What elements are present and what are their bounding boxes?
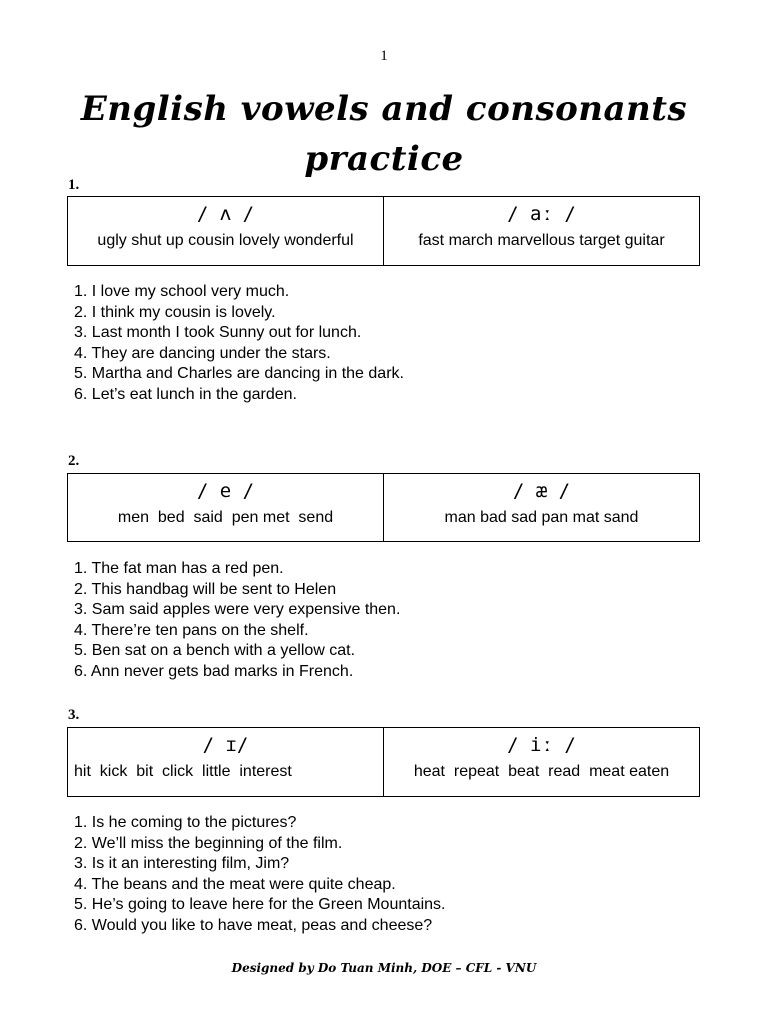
- example-words: heat repeat beat read meat eaten: [413, 763, 670, 780]
- sentence: 4. There’re ten pans on the shelf.: [74, 621, 309, 639]
- section-1-number: 1.: [68, 177, 80, 193]
- sentence: 4. The beans and the meat were quite cheap.: [74, 875, 396, 893]
- sentence: 6. Let’s eat lunch in the garden.: [74, 385, 297, 403]
- sentence: 4. They are dancing under the stars.: [74, 344, 331, 362]
- page-number: 1: [380, 48, 388, 64]
- sentence: 3. Sam said apples were very expensive then.: [74, 601, 401, 619]
- section-3-sentences: [74, 813, 445, 937]
- section-1-sentences: [74, 282, 404, 406]
- phoneme-symbol: / ʌ /: [196, 203, 255, 225]
- sentence: 3. Last month I took Sunny out for lunch.: [74, 324, 362, 342]
- sound-cell-right: [384, 728, 700, 797]
- sentence: 5. Martha and Charles are dancing in the dark.: [74, 365, 404, 383]
- phoneme-symbol: / e /: [196, 480, 255, 502]
- section-1-sound-table: [67, 196, 700, 266]
- sound-cell-left: [68, 474, 384, 542]
- title-line-1: English vowels and consonants: [80, 89, 688, 129]
- sentence: 6. Ann never gets bad marks in French.: [74, 662, 354, 680]
- sentence: 6. Would you like to have meat, peas and cheese?: [74, 916, 433, 934]
- phoneme-symbol: / æ /: [512, 480, 571, 502]
- example-words: man bad sad pan mat sand: [444, 509, 639, 526]
- sound-cell-left: [68, 197, 384, 266]
- sentence: 2. This handbag will be sent to Helen: [74, 580, 337, 598]
- page-title: [0, 84, 768, 184]
- section-3-sound-table: [67, 727, 700, 797]
- example-words: fast march marvellous target guitar: [418, 232, 665, 249]
- phoneme-symbol: / iː /: [507, 734, 576, 756]
- footer-credit: Designed by Do Tuan Minh, DOE – CFL - VNU: [231, 961, 537, 975]
- section-2-number: 2.: [68, 453, 80, 469]
- example-words: men bed said pen met send: [117, 509, 334, 526]
- section-3-number: 3.: [68, 707, 80, 723]
- phoneme-symbol: / aː /: [507, 203, 576, 225]
- sentence: 5. He’s going to leave here for the Green Mountains.: [74, 896, 446, 914]
- sentence: 1. The fat man has a red pen.: [74, 560, 284, 577]
- sentence: 3. Is it an interesting film, Jim?: [74, 855, 290, 873]
- sentence: 5. Ben sat on a bench with a yellow cat.: [74, 642, 356, 660]
- section-2-sentences: [74, 559, 400, 683]
- section-2-sound-table: [67, 473, 700, 542]
- sentence: 2. We’ll miss the beginning of the film.: [74, 834, 343, 852]
- example-words: ugly shut up cousin lovely wonderful: [97, 232, 354, 249]
- sentence: 2. I think my cousin is lovely.: [74, 303, 276, 321]
- example-words: hit kick bit click little interest: [74, 763, 292, 780]
- sound-cell-right: [384, 474, 700, 542]
- sound-cell-left: [68, 728, 384, 797]
- phoneme-symbol: / ɪ/: [202, 734, 249, 756]
- sound-cell-right: [384, 197, 700, 266]
- sentence: 1. I love my school very much.: [74, 283, 290, 300]
- title-line-2: practice: [304, 139, 464, 179]
- sentence: 1. Is he coming to the pictures?: [74, 814, 297, 831]
